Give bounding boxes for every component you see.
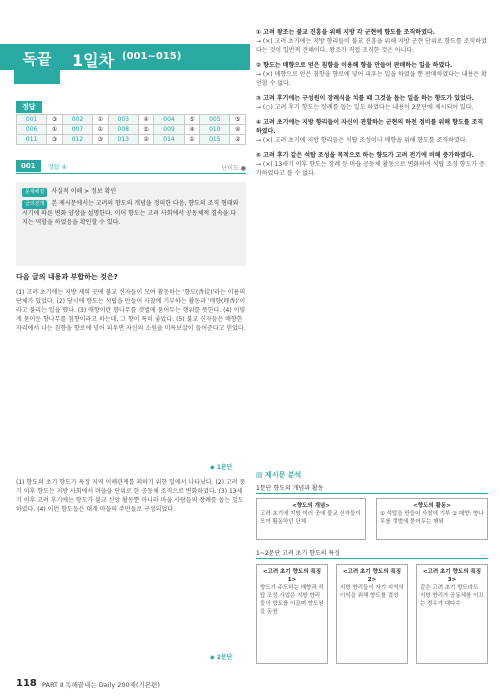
answer-row	[17, 115, 246, 125]
para-marker: ◆ 2문단	[210, 654, 233, 661]
q-num: 012	[62, 135, 92, 145]
option-3	[256, 94, 488, 112]
q-num: 006	[17, 125, 47, 135]
q-num: 001	[17, 115, 47, 125]
option-title: ④ 고려 초기에는 지방 향리들이 자신이 관할하는 군현의 하천 정비를 위해 향도를 조직하였다.	[256, 119, 484, 135]
question-text: 다음 글의 내용과 부합하는 것은?	[16, 273, 118, 281]
answer-table	[16, 94, 246, 145]
explanation-box	[16, 182, 246, 266]
difficulty: 난이도 ●	[221, 165, 246, 172]
option-body: → (×) 고려 초기에 지방 향리들은 석탑 조성이나 매향을 위해 향도를 조직하였다.	[256, 137, 468, 144]
q-num: 011	[17, 135, 47, 145]
header-tab: 독끝	[14, 44, 60, 84]
analysis-title: ▤ 제시문 분석	[256, 471, 302, 479]
box-head: <고려 초기 향도의 특징 3>	[422, 569, 482, 583]
option-body: → (×) 매향으로 얻은 침향을 향로에 넣어 피우는 일을 하였을 뿐 판매하였다는 내용은 확인할 수 없다.	[256, 71, 487, 87]
box-head: <고려 초기 향도의 특징 1>	[262, 569, 322, 583]
lesson-header	[0, 0, 250, 84]
para-marker: ◆ 1문단	[210, 464, 233, 471]
answer-grid	[16, 114, 246, 145]
options-column	[256, 28, 488, 184]
q-ans: ①	[47, 125, 63, 135]
q-ans: ②	[138, 135, 154, 145]
page-footer	[0, 670, 500, 697]
feature-box-1	[256, 564, 328, 664]
q-ans: ③	[93, 135, 109, 145]
box-body: 같은 고려 초기 향도라도 지방 향리가 공동체를 이끄는 경우가 대다수	[420, 585, 484, 607]
q-ans: ①	[184, 135, 200, 145]
problem-number: 001	[16, 160, 41, 172]
answer-label: 정답	[16, 101, 42, 113]
q-num: 005	[200, 115, 230, 125]
q-ans: ①	[93, 115, 109, 125]
box-body: ① 석탑을 만들어 사찰에 기부 ② 매향: 향나무를 갯벌에 묻어두는 행위	[380, 511, 484, 525]
q-ans: ①	[93, 125, 109, 135]
option-title: ① 고려 왕조는 불교 진흥을 위해 지방 각 군현에 향도를 조직하였다.	[256, 29, 435, 36]
option-2	[256, 61, 488, 88]
problem-answer: 정답 ④	[48, 164, 67, 171]
feature-box-3	[416, 564, 488, 664]
answer-row	[17, 135, 246, 145]
q-ans: ③	[47, 115, 63, 125]
option-4	[256, 118, 488, 145]
option-1	[256, 28, 488, 55]
problem-header	[16, 160, 246, 174]
option-title: ② 향도는 매향으로 얻은 침향을 이용해 향을 만들어 판매하는 일을 하였다.	[256, 62, 453, 69]
explain-tag: 글의전개	[22, 200, 47, 209]
q-ans: ⑤	[184, 115, 200, 125]
q-ans: ②	[230, 135, 246, 145]
explain-text: 본 제시문에서는 고려의 향도의 개념을 정의한 다음, 향도의 조직 형태와 시기에 따른 변화 양상을 설명한다. 이어 향도는 고려 사회에서 공동체적 결속을 다지는 역할을 하였음을 확인할 수 있다.	[22, 200, 239, 226]
q-ans: ⑤	[138, 125, 154, 135]
q-num: 008	[108, 125, 138, 135]
lesson-title: 1일차	[72, 51, 115, 70]
q-num: 014	[154, 135, 184, 145]
q-ans: ③	[47, 135, 63, 145]
answer-row	[17, 125, 246, 135]
explain-row	[22, 187, 240, 197]
analysis-bar: 1문단 향도의 개념과 활동	[256, 483, 488, 494]
option-body: → (×) 고려 초기에는 지방 향리들이 불교 진흥을 위해 지방 군현 단위로 향도를 조직하였다는 것이 일반적 견해이다. 왕조가 직접 조직한 것은 아니다.	[256, 38, 487, 54]
passage-2: (1) 향도의 초기 향도가 특정 지역 이해관계를 꾀하기 위한 일에서 나타났다. (2) 고려 중기 이후 향도는 지방 사회에서 마을을 단위로 한 공동체 조직으로 변화하였다. (3) 13세기 이후 고려 후기에는 향도가 불교 신앙 활동뿐 아니라 마을 사람들의 장례를 돕는 일도 하였다. (4) 이런 향도들은 대개 마을의 주민들로 구성되었다.	[16, 479, 246, 513]
footer-text: PART Ⅱ 독해끝내는 Daily 200제(기본편)	[42, 681, 160, 689]
concept-box	[256, 498, 366, 540]
explain-row	[22, 199, 240, 227]
q-num: 002	[62, 115, 92, 125]
feature-box-2	[336, 564, 408, 664]
option-body: → (×) 13세기 이후 향도는 장례 등 마을 공동체 활동으로 변화하여 석탑 조성 향도가 증가하였다고 볼 수 없다.	[256, 161, 485, 177]
q-ans: ④	[184, 125, 200, 135]
q-num: 009	[154, 125, 184, 135]
q-num: 004	[154, 115, 184, 125]
option-title: ⑤ 고려 후기 같은 석탑 조성을 목적으로 하는 향도가 고려 전기에 비해 증가하였다.	[256, 152, 474, 159]
box-body: 고려 초기에 지방 여러 곳에 불교 신자들이 모여 활동하던 단체	[260, 511, 361, 525]
option-title: ③ 고려 후기에는 구성원이 장례식을 치를 때 그것을 돕는 일을 하는 향도가 있었다.	[256, 95, 474, 102]
explain-text: 사실적 이해 > 정보 확인	[51, 188, 117, 195]
option-body: → (○) 고려 후기 향도는 장례를 돕는 일도 하였다는 내용이 2문단에 제시되어 있다.	[256, 104, 474, 111]
q-num: 007	[62, 125, 92, 135]
q-num: 013	[108, 135, 138, 145]
explain-tag: 문제해결	[22, 188, 47, 197]
q-num: 015	[200, 135, 230, 145]
box-head: <고려 초기 향도의 특징 2>	[342, 569, 402, 583]
box-body: 향도가 주도하는 매향과 석탑 조성 사업은 지방 향리들이 향도를 이끌며 향도원을 동원	[260, 585, 324, 615]
q-ans: ⑤	[230, 115, 246, 125]
q-ans: ④	[138, 115, 154, 125]
page-number: 118	[16, 678, 37, 689]
activity-box	[376, 498, 488, 540]
q-ans: ④	[230, 125, 246, 135]
box-body: 지방 향리들이 자기 지역의 이익을 위해 향도를 결성	[340, 585, 404, 599]
passage-1: (1) 고려 초기에는 지방 세력 곳에 불교 신자들이 모여 활동하는 '향도(香徒)'라는 이름의 단체가 있었다. (2) 당시에 향도는 석탑을 만들어 사찰에 기부하는 활동과 '매향(埋香)'이라고 불리는 일을 했다. (3) 매향이란 향나무를 갯벌에 묻어두는 행위를 뜻한다. (4) 이렇게 묻어둔 향나무를 침향이라고 하는데, 그 향이 특히 좋았다. (5) 불교 신자들은 매향한 자리에서 나는 침향을 향로에 넣어 피우면 자신의 소원을 미륵보살이 들어준다고 믿었다.	[16, 289, 246, 332]
box-head: <향도의 활동>	[413, 503, 451, 509]
box-head: <향도의 개념>	[292, 503, 330, 509]
lesson-range: (001~015)	[122, 51, 182, 62]
analysis-bar-2: 1~2문단 고려 초기 향도의 특징	[256, 548, 488, 559]
q-num: 003	[108, 115, 138, 125]
q-num: 010	[200, 125, 230, 135]
option-5	[256, 151, 488, 178]
